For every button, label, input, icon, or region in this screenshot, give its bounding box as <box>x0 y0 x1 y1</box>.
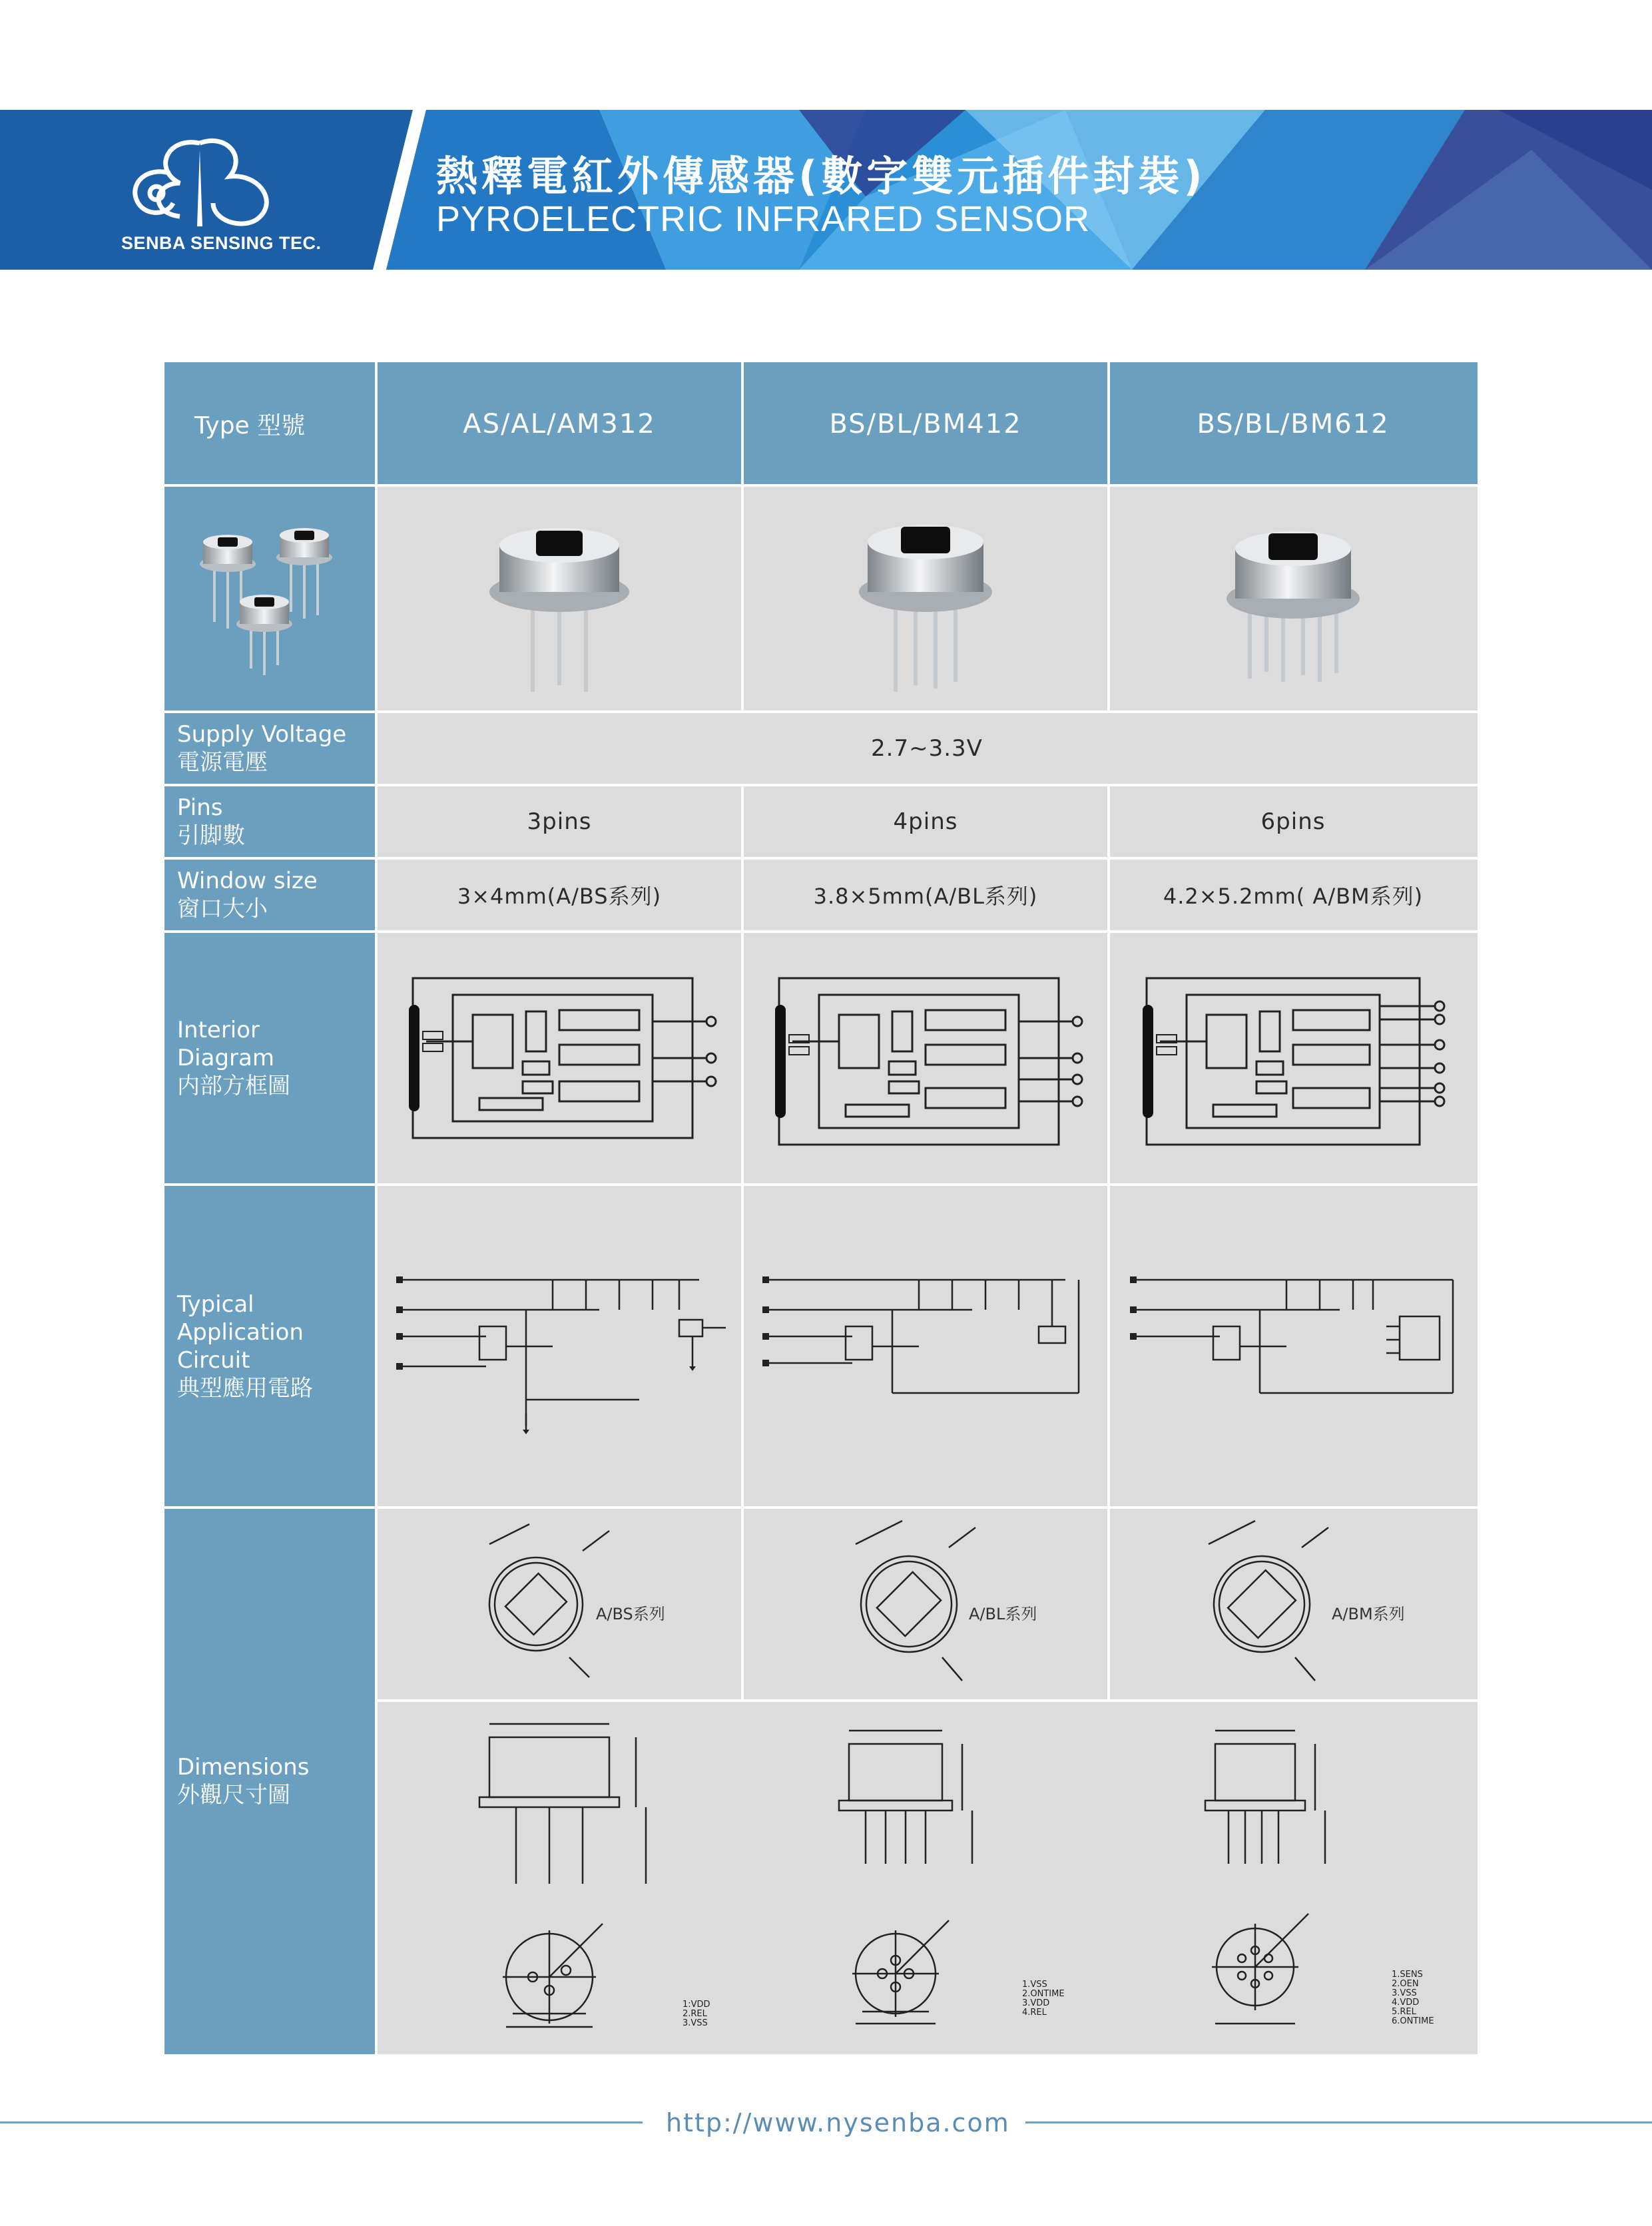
circuit-label-2: Application <box>177 1318 304 1346</box>
circuit-label-1: Typical <box>177 1290 254 1318</box>
sensor-photo-312 <box>376 485 742 712</box>
circuit-612 <box>1109 1185 1478 1508</box>
window-size-label-en: Window size <box>177 868 318 894</box>
window-size-value: 3×4mm(A/BS系列) <box>457 884 662 909</box>
circuit-412 <box>742 1185 1109 1508</box>
outline-view-312 <box>376 1701 742 2054</box>
application-circuit-412 <box>752 1253 1099 1440</box>
model-header-3 <box>1109 362 1478 485</box>
application-circuit-312 <box>386 1253 732 1440</box>
dimensions-label-cell <box>164 1508 376 2054</box>
circuit-label-cn: 典型應用電路 <box>177 1374 313 1402</box>
pins-value: 3pins <box>527 808 592 835</box>
grid-divider <box>164 1183 1478 1186</box>
spec-table <box>164 362 1478 2054</box>
circuit-label-cell <box>164 1185 376 1508</box>
grid-divider <box>164 1506 1478 1509</box>
grid-divider <box>164 710 1478 713</box>
window-cell-312 <box>376 858 742 932</box>
sensor-612-image <box>1210 499 1376 698</box>
outline-drawing-312 <box>449 1711 669 2044</box>
type-label-cell <box>164 362 376 485</box>
sensor-photo-612 <box>1109 485 1478 712</box>
company-name: SENBA SENSING TEC. <box>121 233 322 253</box>
grid-divider <box>376 1699 1478 1702</box>
circuit-label-3: Circuit <box>177 1346 250 1374</box>
top-view-312 <box>376 1508 742 1701</box>
model-name: BS/BL/BM612 <box>1197 408 1390 439</box>
interior-label-cell <box>164 932 376 1185</box>
grid-divider <box>164 784 1478 786</box>
pin-list-612 <box>1392 1970 1434 2026</box>
window-size-value: 3.8×5mm(A/BL系列) <box>813 884 1038 909</box>
pin-list-item: 6.ONTIME <box>1392 2016 1434 2026</box>
interior-label-cn: 内部方框圖 <box>177 1073 290 1099</box>
outline-drawing-412 <box>796 1711 1015 2044</box>
dimensions-label-cn: 外觀尺寸圖 <box>177 1781 290 1809</box>
page-title-en: PYROELECTRIC INFRARED SENSOR <box>436 199 1091 239</box>
pins-cell-612 <box>1109 785 1478 858</box>
pin-list-item: 3.VDD <box>1022 1998 1050 2008</box>
pins-value: 6pins <box>1260 808 1326 835</box>
supply-voltage-label-cell <box>164 712 376 785</box>
model-header-2 <box>742 362 1109 485</box>
top-view-612 <box>1109 1508 1478 1701</box>
outline-view-612 <box>1109 1701 1478 2054</box>
interior-label-1: Interior <box>177 1017 260 1043</box>
website-link[interactable]: http://www.nysenba.com <box>666 2108 1010 2137</box>
photo-label-cell <box>164 485 376 712</box>
footer-rule-left <box>0 2121 643 2123</box>
type-label: Type 型號 <box>194 412 306 439</box>
pin-list-312 <box>683 2000 710 2028</box>
model-name: AS/AL/AM312 <box>463 408 656 439</box>
top-view-412 <box>742 1508 1109 1701</box>
pins-cell-312 <box>376 785 742 858</box>
block-diagram-612 <box>1127 965 1460 1151</box>
grid-divider <box>741 785 744 1701</box>
pin-list-412 <box>1022 1980 1065 2018</box>
pins-value: 4pins <box>893 808 958 835</box>
pins-label-cell <box>164 785 376 858</box>
supply-voltage-value: 2.7~3.3V <box>871 735 983 762</box>
series-label: A/BM系列 <box>1332 1605 1405 1623</box>
page-title-cn: 熱釋電紅外傳感器(數字雙元插件封裝) <box>436 152 1207 200</box>
supply-voltage-label-cn: 電源電壓 <box>177 749 268 776</box>
grid-divider <box>164 930 1478 933</box>
model-header-1 <box>376 362 742 485</box>
pin-list-item: 1:VDD <box>683 2000 710 2010</box>
grid-divider <box>375 362 378 2054</box>
interior-diagram-412 <box>742 932 1109 1185</box>
pin-list-item: 1.VSS <box>1022 1980 1047 1990</box>
grid-divider <box>1107 362 1110 712</box>
series-label: A/BS系列 <box>596 1605 665 1623</box>
outline-view-412 <box>742 1701 1109 2054</box>
grid-divider <box>164 484 1478 487</box>
grid-divider <box>1107 785 1110 1701</box>
sensor-group-photo <box>164 485 376 712</box>
sensor-photo-412 <box>742 485 1109 712</box>
pin-list-item: 2.OEN <box>1392 1979 1419 1989</box>
window-cell-412 <box>742 858 1109 932</box>
pin-list-item: 3.VSS <box>1392 1988 1417 1998</box>
pin-list-item: 3.VSS <box>683 2018 708 2028</box>
pins-label-en: Pins <box>177 794 223 821</box>
window-size-value: 4.2×5.2mm( A/BM系列) <box>1163 884 1424 909</box>
interior-label-2: Diagram <box>177 1045 274 1071</box>
application-circuit-612 <box>1120 1253 1466 1440</box>
circuit-312 <box>376 1185 742 1508</box>
pins-cell-412 <box>742 785 1109 858</box>
pin-list-item: 4.REL <box>1022 2008 1047 2018</box>
interior-diagram-312 <box>376 932 742 1185</box>
pin-list-item: 4.VDD <box>1392 1998 1420 2008</box>
window-size-label-cn: 窗口大小 <box>177 896 268 922</box>
pin-list-item: 5.REL <box>1392 2007 1416 2017</box>
pin-list-item: 2.REL <box>683 2009 707 2019</box>
sensor-412-image <box>842 499 1009 698</box>
grid-divider <box>741 362 744 712</box>
sensor-312-image <box>476 499 643 698</box>
pin-list-item: 1.SENS <box>1392 1970 1423 1980</box>
grid-divider <box>164 857 1478 860</box>
pin-list-item: 2.ONTIME <box>1022 1989 1065 1999</box>
supply-voltage-value-cell <box>376 712 1478 785</box>
interior-diagram-612 <box>1109 932 1478 1185</box>
model-name: BS/BL/BM412 <box>829 408 1022 439</box>
block-diagram-412 <box>759 965 1092 1151</box>
supply-voltage-label-en: Supply Voltage <box>177 721 347 748</box>
dimensions-label-en: Dimensions <box>177 1753 310 1781</box>
block-diagram-312 <box>393 965 726 1151</box>
series-label: A/BL系列 <box>969 1605 1037 1623</box>
pins-label-cn: 引脚數 <box>177 822 245 849</box>
window-cell-612 <box>1109 858 1478 932</box>
window-size-label-cell <box>164 858 376 932</box>
outline-drawing-612 <box>1149 1711 1368 2044</box>
footer-rule-right <box>1025 2121 1652 2123</box>
